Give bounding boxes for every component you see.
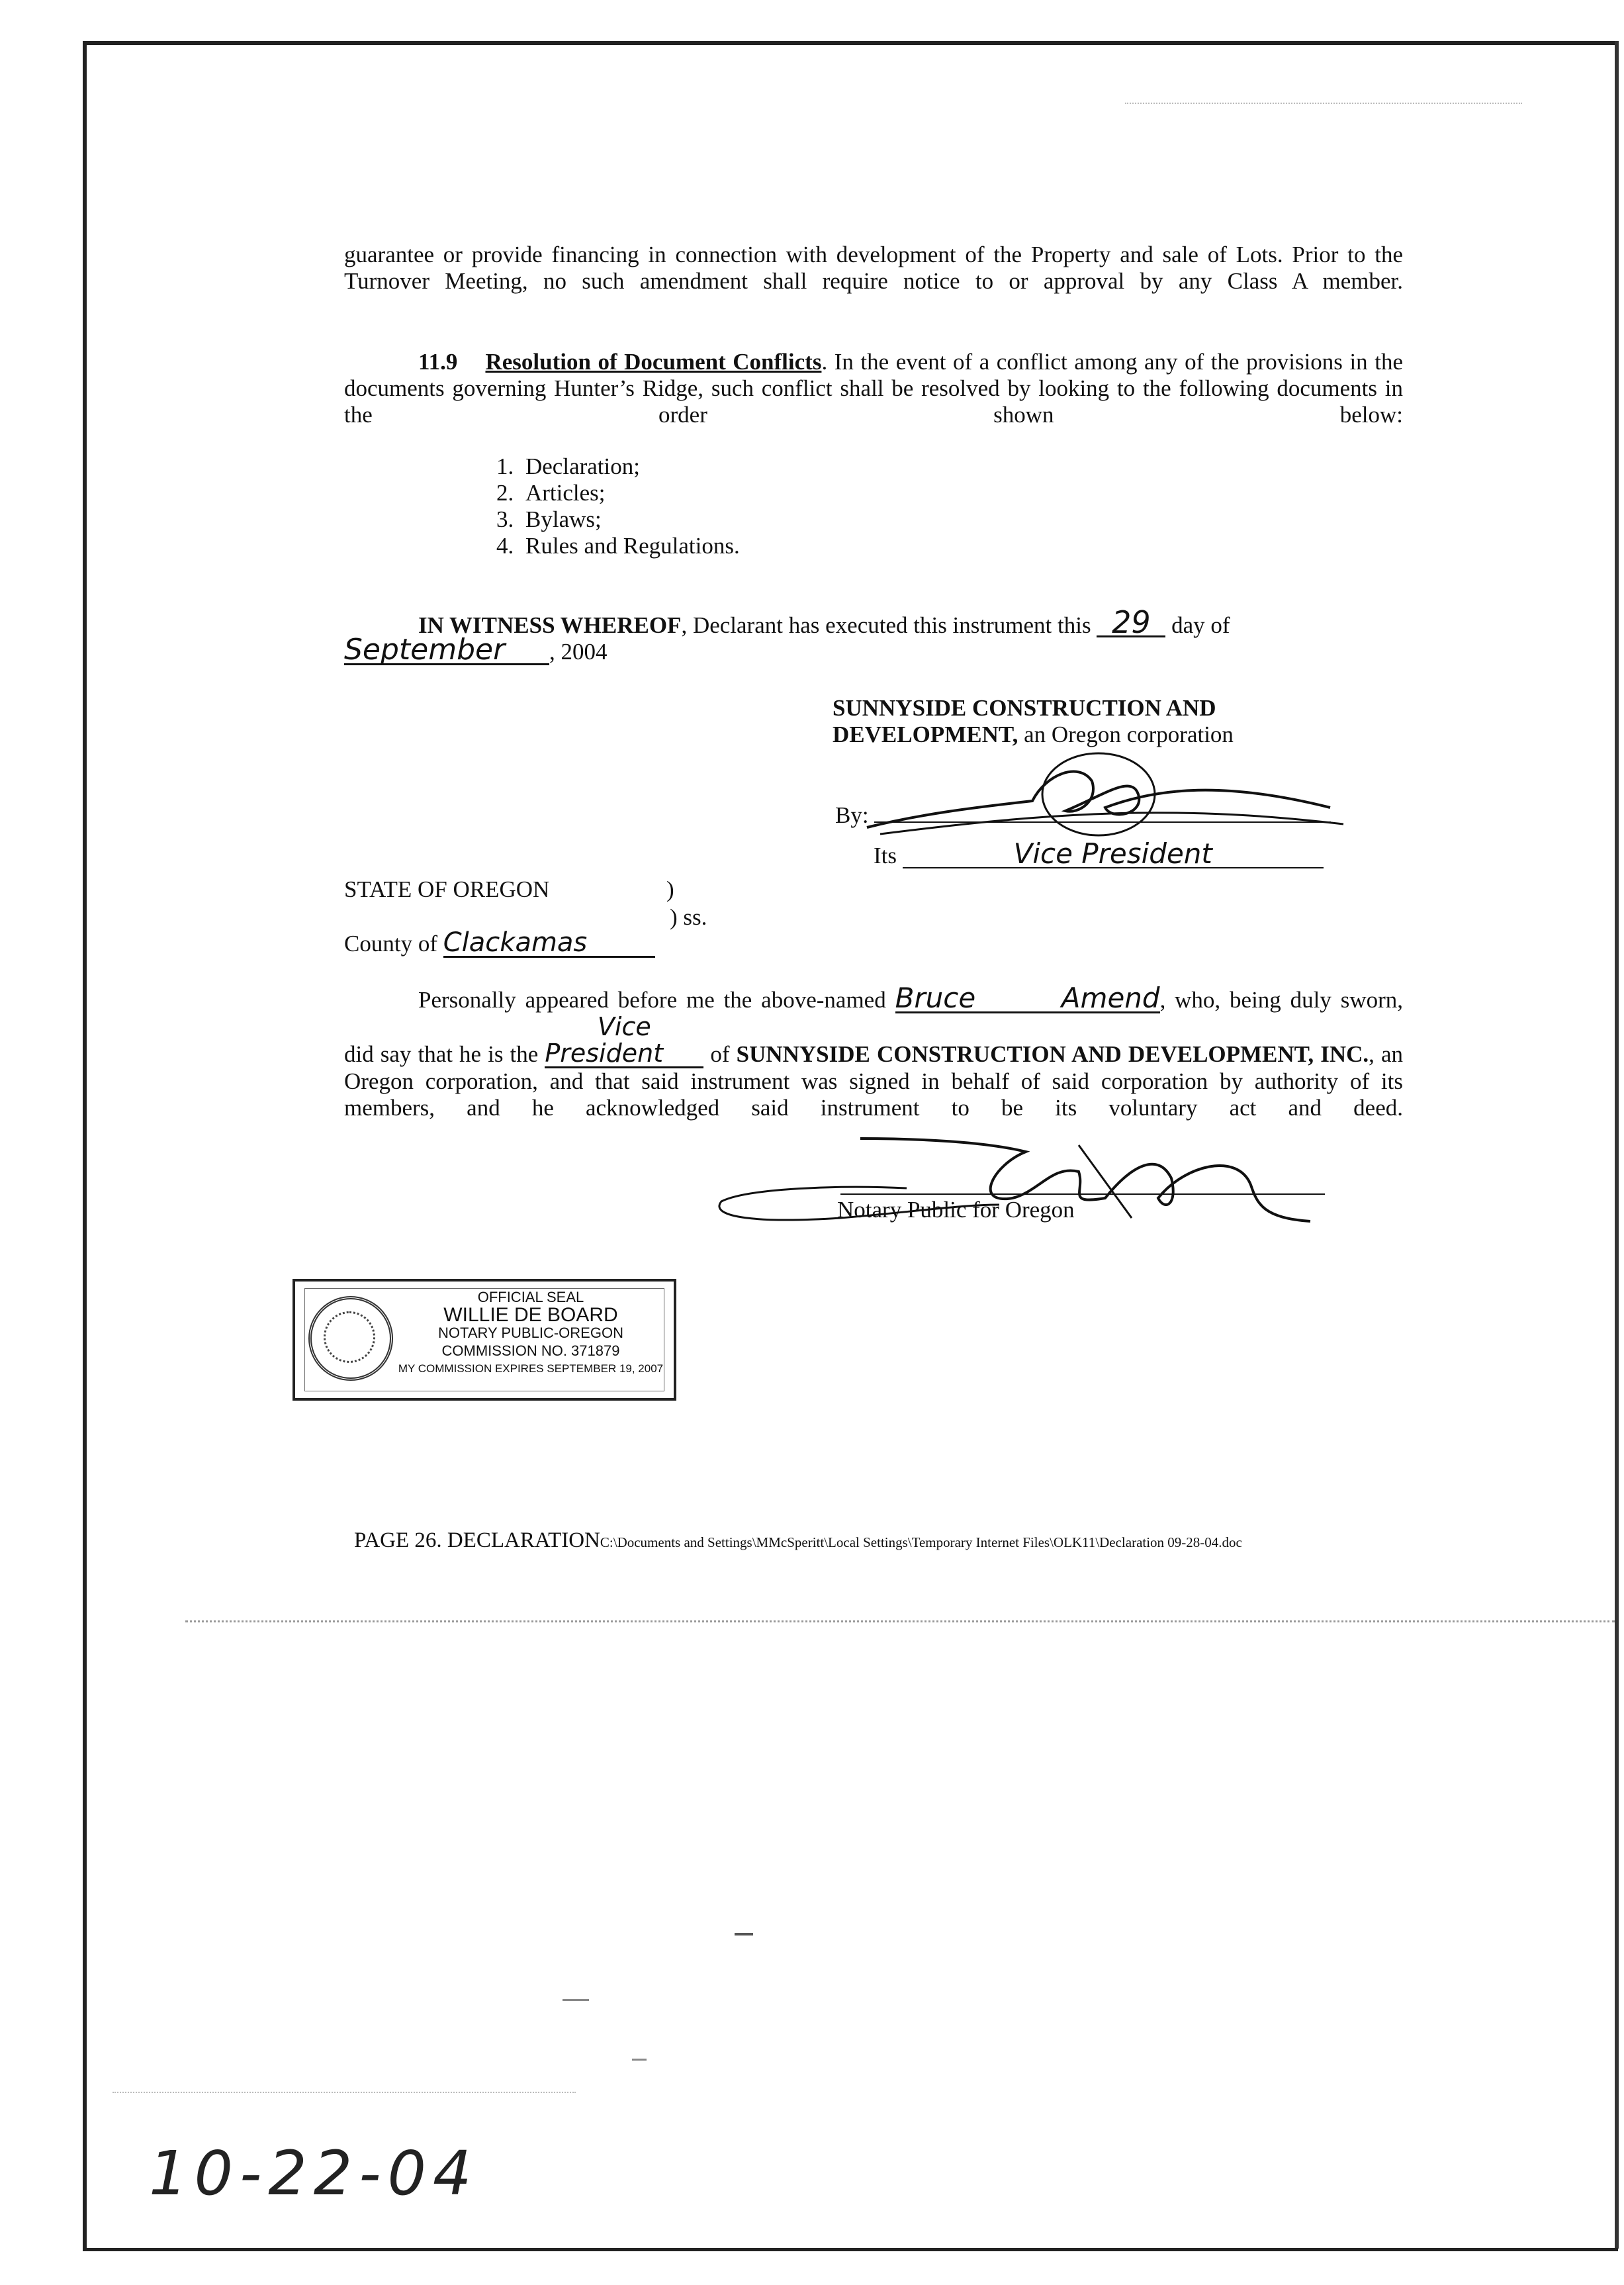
list-text: Declaration; [525, 453, 640, 479]
venue-paren: ) [666, 876, 674, 902]
footer-file-path: C:\Documents and Settings\MMcSperitt\Local Settings\Temporary Internet Files\OLK11\Declaration 09-28-04.doc [600, 1534, 1242, 1550]
acknowledgment-paragraph [344, 982, 1404, 1121]
witness-text: , Declarant has executed this instrument this [681, 612, 1091, 638]
handwritten-month: September [344, 637, 549, 665]
footer-page-label: PAGE 26. DECLARATION [354, 1528, 600, 1552]
document-order-list [496, 453, 740, 559]
venue-county [344, 929, 807, 958]
witness-day-suffix: day of [1171, 612, 1230, 638]
county-label: County of [344, 931, 437, 956]
ack-company: SUNNYSIDE CONSTRUCTION AND DEVELOPMENT, INC. [736, 1041, 1369, 1067]
by-label: By: [835, 802, 869, 828]
list-item [496, 506, 740, 533]
page-border-right [1615, 41, 1619, 2249]
ack-text: of [703, 1041, 737, 1067]
state-label: STATE OF OREGON [344, 876, 550, 902]
witness-lead: IN WITNESS WHEREOF [418, 612, 682, 638]
seal-notary: NOTARY PUBLIC-OREGON [438, 1325, 623, 1341]
scan-noise [1125, 103, 1522, 104]
notary-label: Notary Public for Oregon [837, 1197, 1075, 1223]
seal-title: OFFICIAL SEAL [477, 1289, 584, 1305]
venue-ss: ) ss. [670, 904, 707, 930]
list-number: 1. [496, 453, 514, 479]
company-line-2: DEVELOPMENT, an Oregon corporation [833, 722, 1234, 747]
section-heading: Resolution of Document Conflicts [485, 349, 822, 375]
handwritten-title: Vice President [903, 841, 1324, 868]
state-seal-icon [308, 1296, 393, 1381]
ack-text: , who, being duly sworn, did say that he is the [344, 987, 1404, 1067]
list-number: 4. [496, 533, 514, 559]
president-signature [827, 735, 1357, 847]
scan-speck [563, 1999, 589, 2001]
handwritten-filing-date: 10-22-04 [149, 2138, 478, 2209]
list-item [496, 480, 740, 506]
scan-speck [735, 1933, 753, 1935]
continuation-paragraph: guarantee or provide financing in connection with development of the Property and sale of Lots. Prior to the Turnover Meeting, no such amendment shall require notice to or approval by any Class A member. [344, 242, 1403, 294]
ack-text: Personally appeared before me the above-named [418, 987, 886, 1013]
notary-seal-stamp [293, 1279, 676, 1401]
seal-expiration: MY COMMISSION EXPIRES SEPTEMBER 19, 2007 [398, 1362, 664, 1375]
list-text: Bylaws; [525, 506, 602, 532]
notary-signature-line [840, 1193, 1325, 1195]
handwritten-county: Clackamas [443, 929, 655, 958]
ack-text: , an Oregon corporation, and that said instrument was signed in behalf of said corporation by authority of its members, and he acknowledged said instrument to be its voluntary act and deed. [344, 1041, 1403, 1121]
handwritten-day: 29 [1097, 609, 1165, 637]
page-border-bottom [83, 2248, 1618, 2251]
scan-dotted-line [185, 1620, 1615, 1622]
seal-name: WILLIE DE BOARD [443, 1304, 618, 1326]
scan-noise [113, 2092, 576, 2093]
list-item [496, 453, 740, 480]
page-footer [354, 1528, 1242, 1553]
list-number: 2. [496, 480, 514, 506]
its-label: Its [874, 843, 897, 868]
section-body: . In the event of a conflict among any of the provisions in the documents governing Hunter’s Ridge, such conflict shall be resolved by looking to the following documents in the order shown below: [344, 349, 1403, 428]
scan-speck [632, 2059, 647, 2061]
list-item [496, 533, 740, 559]
page-border-top [83, 41, 1618, 45]
list-number: 3. [496, 506, 514, 532]
handwritten-title-ack: Vice President [545, 1013, 703, 1068]
section-number: 11.9 [418, 349, 458, 375]
witness-date-line [344, 633, 1403, 667]
seal-commission: COMMISSION NO. 371879 [441, 1342, 620, 1359]
list-text: Articles; [525, 480, 606, 506]
company-line-1: SUNNYSIDE CONSTRUCTION AND [833, 695, 1216, 721]
stamp-text [394, 1288, 667, 1377]
list-text: Rules and Regulations. [525, 533, 740, 559]
page-border-left [83, 41, 87, 2249]
handwritten-name: Bruce Amend [895, 982, 1160, 1014]
section-11-9 [344, 349, 1403, 428]
witness-year: , 2004 [549, 639, 608, 665]
